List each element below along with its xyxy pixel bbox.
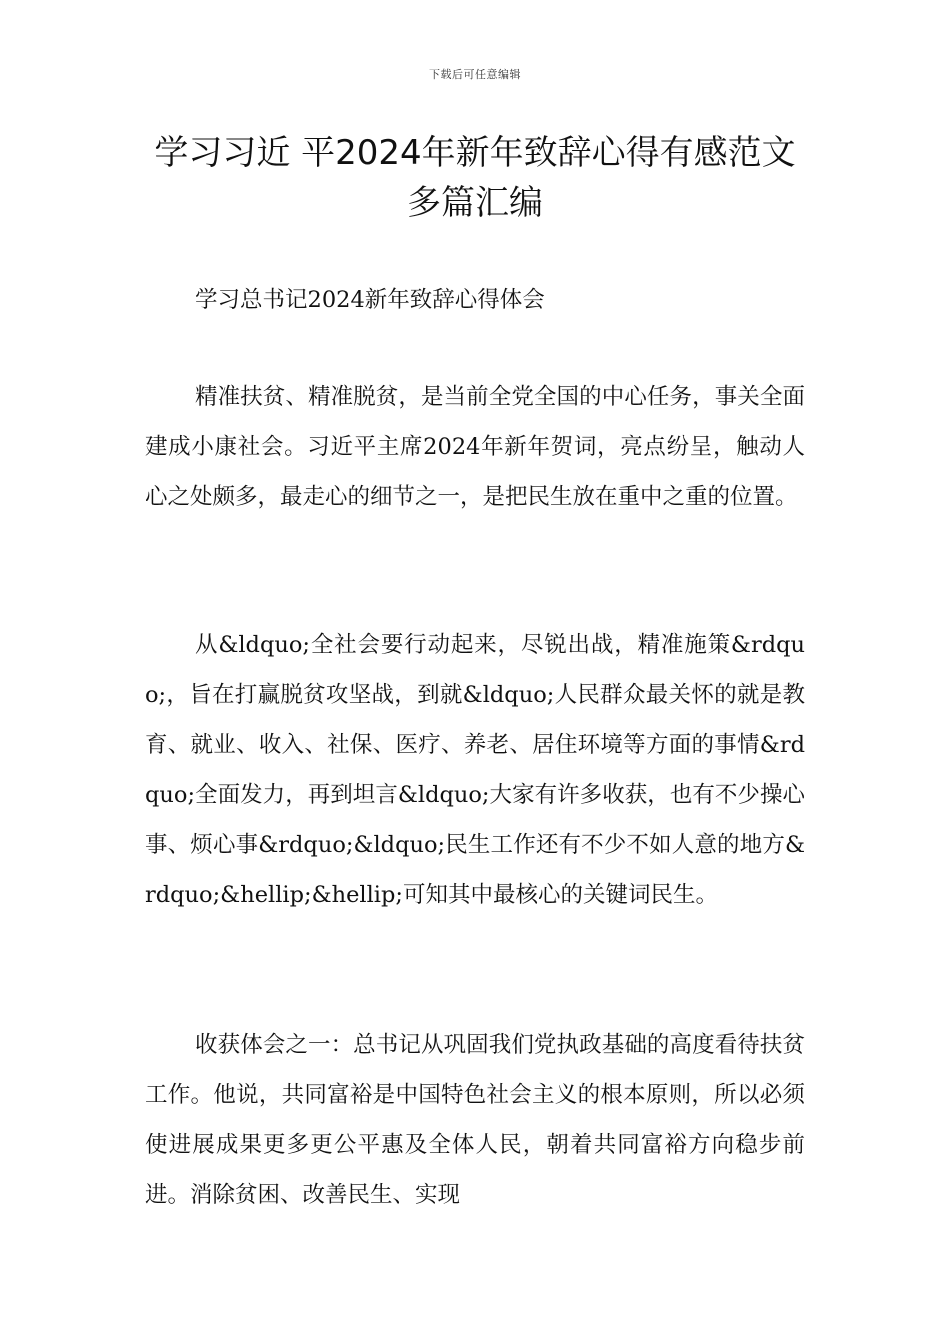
document-title: 学习习近 平2024年新年致辞心得有感范文多篇汇编 [154, 133, 796, 223]
paragraph-3: 收获体会之一：总书记从巩固我们党执政基础的高度看待扶贫工作。他说，共同富裕是中国特色社会主义的根本原则，所以必须使进展成果更多更公平惠及全体人民，朝着共同富裕方向稳步前进。消除贫困、改善民生、实现 [145, 1032, 805, 1208]
header-note: 下载后可任意编辑 [429, 68, 521, 81]
paragraph-2: 从&ldquo;全社会要行动起来，尽锐出战，精准施策&rdquo;，旨在打赢脱贫攻坚战，到就&ldquo;人民群众最关怀的就是教育、就业、收入、社保、医疗、养老、居住环境等方面的事情&rdquo;全面发力，再到坦言&ldquo;大家有许多收获，也有不少操心事、烦心事&rdquo;&ldquo;民生工作还有不少不如人意的地方&rdquo;&hellip;&hellip;可知其中最核心的关键词民生。 [145, 632, 805, 908]
section-subtitle: 学习总书记2024新年致辞心得体会 [195, 287, 545, 313]
paragraph-1: 精准扶贫、精准脱贫，是当前全党全国的中心任务，事关全面建成小康社会。习近平主席2024年新年贺词，亮点纷呈，触动人心之处颇多，最走心的细节之一，是把民生放在重中之重的位置。 [145, 384, 805, 510]
